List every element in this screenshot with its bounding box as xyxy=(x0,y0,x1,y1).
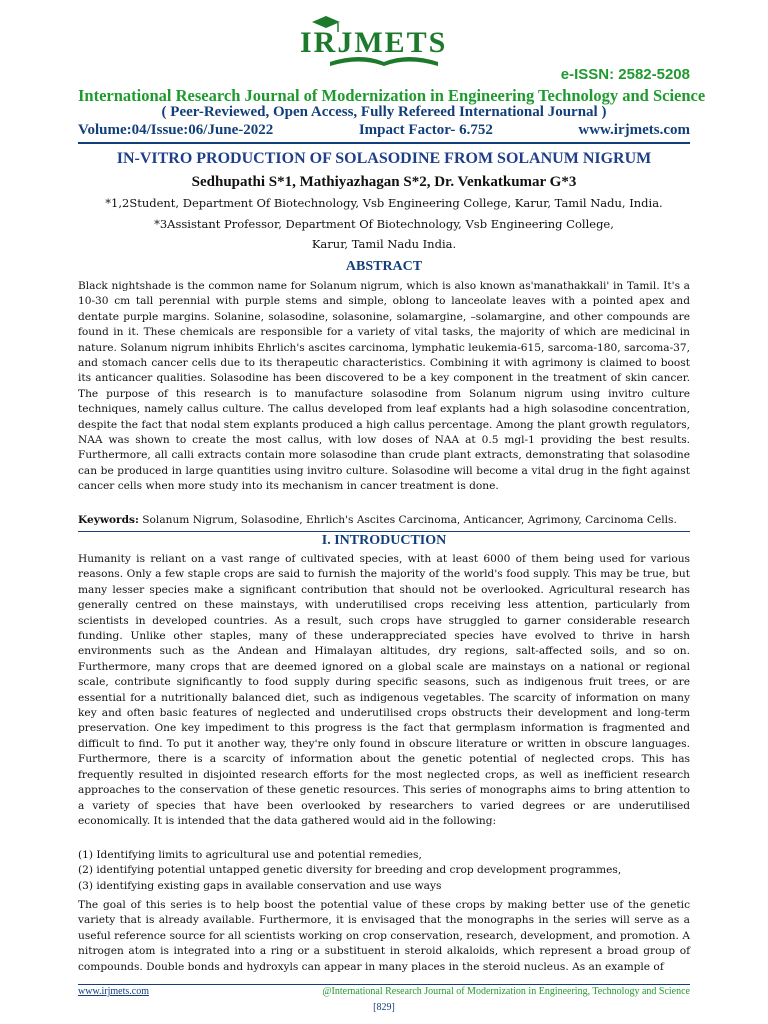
introduction-heading: I. INTRODUCTION xyxy=(321,533,447,548)
list-item: (1) Identifying limits to agricultural use and potential remedies, xyxy=(78,849,422,861)
authors: Sedhupathi S*1, Mathiyazhagan S*2, Dr. Venkatkumar G*3 xyxy=(191,174,577,190)
header-rule xyxy=(78,142,690,144)
issn: e-ISSN: 2582-5208 xyxy=(560,66,690,83)
volume-row xyxy=(78,122,690,139)
affiliation-3: Karur, Tamil Nadu India. xyxy=(311,237,457,251)
intro-paragraph-1: Humanity is reliant on a vast range of cultivated species, with at least 6000 of them being used for various reasons. Only a few staple crops are said to furnish the majority of the world's food supply. This may be true, but many lesser species make a significant contribution that should not be overlooked. Agricultural research has generally centred on these mainstays, with underutilised crops receiving less attention, particularly from scientists in developed countries. As a result, such crops have struggled to garner considerable research funding. Unlike other staples, many of these underappreciated species have evolved to thrive in harsh environments such as the Andean and Himalayan altitudes, dry regions, salt-affected soils, and so on. Furthermore, many crops that are deemed ignored on a global scale are mainstays on a national or regional scale, contribute significantly to food supply during specific seasons, such as indigenous fruit trees, or are essential for a nutritionally balanced diet, such as indigenous vegetables. The scarcity of information on many key and often basic features of neglected and underutilised crops obstructs their development and long-term preservation. One key impediment to this progress is the fact that germplasm information is fragmented and difficult to find. To put it another way, they're only found in obscure literature or written in obscure languages. Furthermore, there is a scarcity of information about the genetic potential of neglected crops. This has frequently resulted in disjointed research efforts for the most neglected crops, as well as inefficient research approaches to the conservation of these genetic resources. This series of monographs aims to bring attention to a variety of species that have been overlooked by researchers to varied degrees or are underutilised economically. It is intended that the data gathered would aid in the following: xyxy=(78,553,690,827)
footer-copyright: @International Research Journal of Modernization in Engineering, Technology and Science xyxy=(322,986,690,997)
website-link[interactable]: www.irjmets.com xyxy=(578,122,690,138)
journal-logo xyxy=(300,12,470,68)
paper-title: IN-VITRO PRODUCTION OF SOLASODINE FROM SOLANUM NIGRUM xyxy=(116,150,652,167)
intro-paragraph-2: The goal of this series is to help boost the potential value of these crops by making better use of the genetic variety that is already available. Furthermore, it is envisaged that the monographs in the series will serve as a useful reference source for all scientists working on crop conservation, research, development, and promotion. A nitrogen atom is integrated into a ring or a substituent in steroid alkaloids, which represent a broad group of compounds. Double bonds and hydroxyls can appear in many places in the steroid nucleus. As an example of xyxy=(78,899,690,973)
peer-review-line: ( Peer-Reviewed, Open Access, Fully Refereed International Journal ) xyxy=(161,104,607,120)
affiliation-2: *3Assistant Professor, Department Of Biotechnology, Vsb Engineering College, xyxy=(154,217,614,231)
abstract-text: Black nightshade is the common name for Solanum nigrum, which is also known as'manathakkali' in Tamil. It's a 10-30 cm tall perennial with purple stems and simple, oblong to lanceolate leaves with a pointed apex and dentate purple margins. Solanine, solasodine, solasonine, solamargine, –solamargine, and other compounds are found in it. These chemicals are responsible for a variety of vital tasks, the majority of which are medicinal in nature. Solanum nigrum inhibits Ehrlich's ascites carcinoma, lymphatic leukemia-615, sarcoma-180, sarcoma-37, and stomach cancer cells due to its therapeutic characteristics. Combining it with agrimony is claimed to boost its anticancer qualities. Solasodine has been discovered to be a key component in the treatment of skin cancer. The purpose of this research is to manufacture solasodine from Solanum nigrum using invitro culture techniques, namely callus culture. The callus developed from leaf explants had a high solasodine concentration, despite the fact that nodal stem explants produced a high callus percentage. Among the plant growth regulators, NAA was shown to create the most callus, with low doses of NAA at 0.5 mgl-1 providing the best results. Furthermore, all calli extracts contain more solasodine than crude plant extracts, demonstrating that solasodine can be produced in large quantities using invitro culture. Solasodine will become a vital drug in the fight against cancer cells when more study into its mechanism in cancer treatment is done. xyxy=(78,280,690,493)
abstract-heading: ABSTRACT xyxy=(345,259,423,274)
keywords-text: Solanum Nigrum, Solasodine, Ehrlich's Ascites Carcinoma, Anticancer, Agrimony, Carcinoma Cells. xyxy=(142,514,677,526)
logo-text: IRJMETS xyxy=(300,26,448,59)
affiliation-1: *1,2Student, Department Of Biotechnology, Vsb Engineering College, Karur, Tamil Nadu, India. xyxy=(105,196,663,210)
keywords-line xyxy=(78,513,690,528)
page-number: [829] xyxy=(373,1002,395,1013)
impact-factor: Impact Factor- 6.752 xyxy=(358,122,493,138)
keywords-label: Keywords: xyxy=(78,514,139,526)
journal-title: International Research Journal of Modernization in Engineering Technology and Science xyxy=(78,86,706,105)
keywords-rule xyxy=(78,531,690,532)
volume-issue: Volume:04/Issue:06/June-2022 xyxy=(78,122,274,138)
intro-list xyxy=(78,848,690,894)
footer-rule xyxy=(78,984,690,985)
footer-website-link[interactable]: www.irjmets.com xyxy=(78,986,150,997)
list-item: (3) identifying existing gaps in available conservation and use ways xyxy=(78,879,442,892)
list-item: (2) identifying potential untapped genetic diversity for breeding and crop development programmes, xyxy=(78,864,622,877)
